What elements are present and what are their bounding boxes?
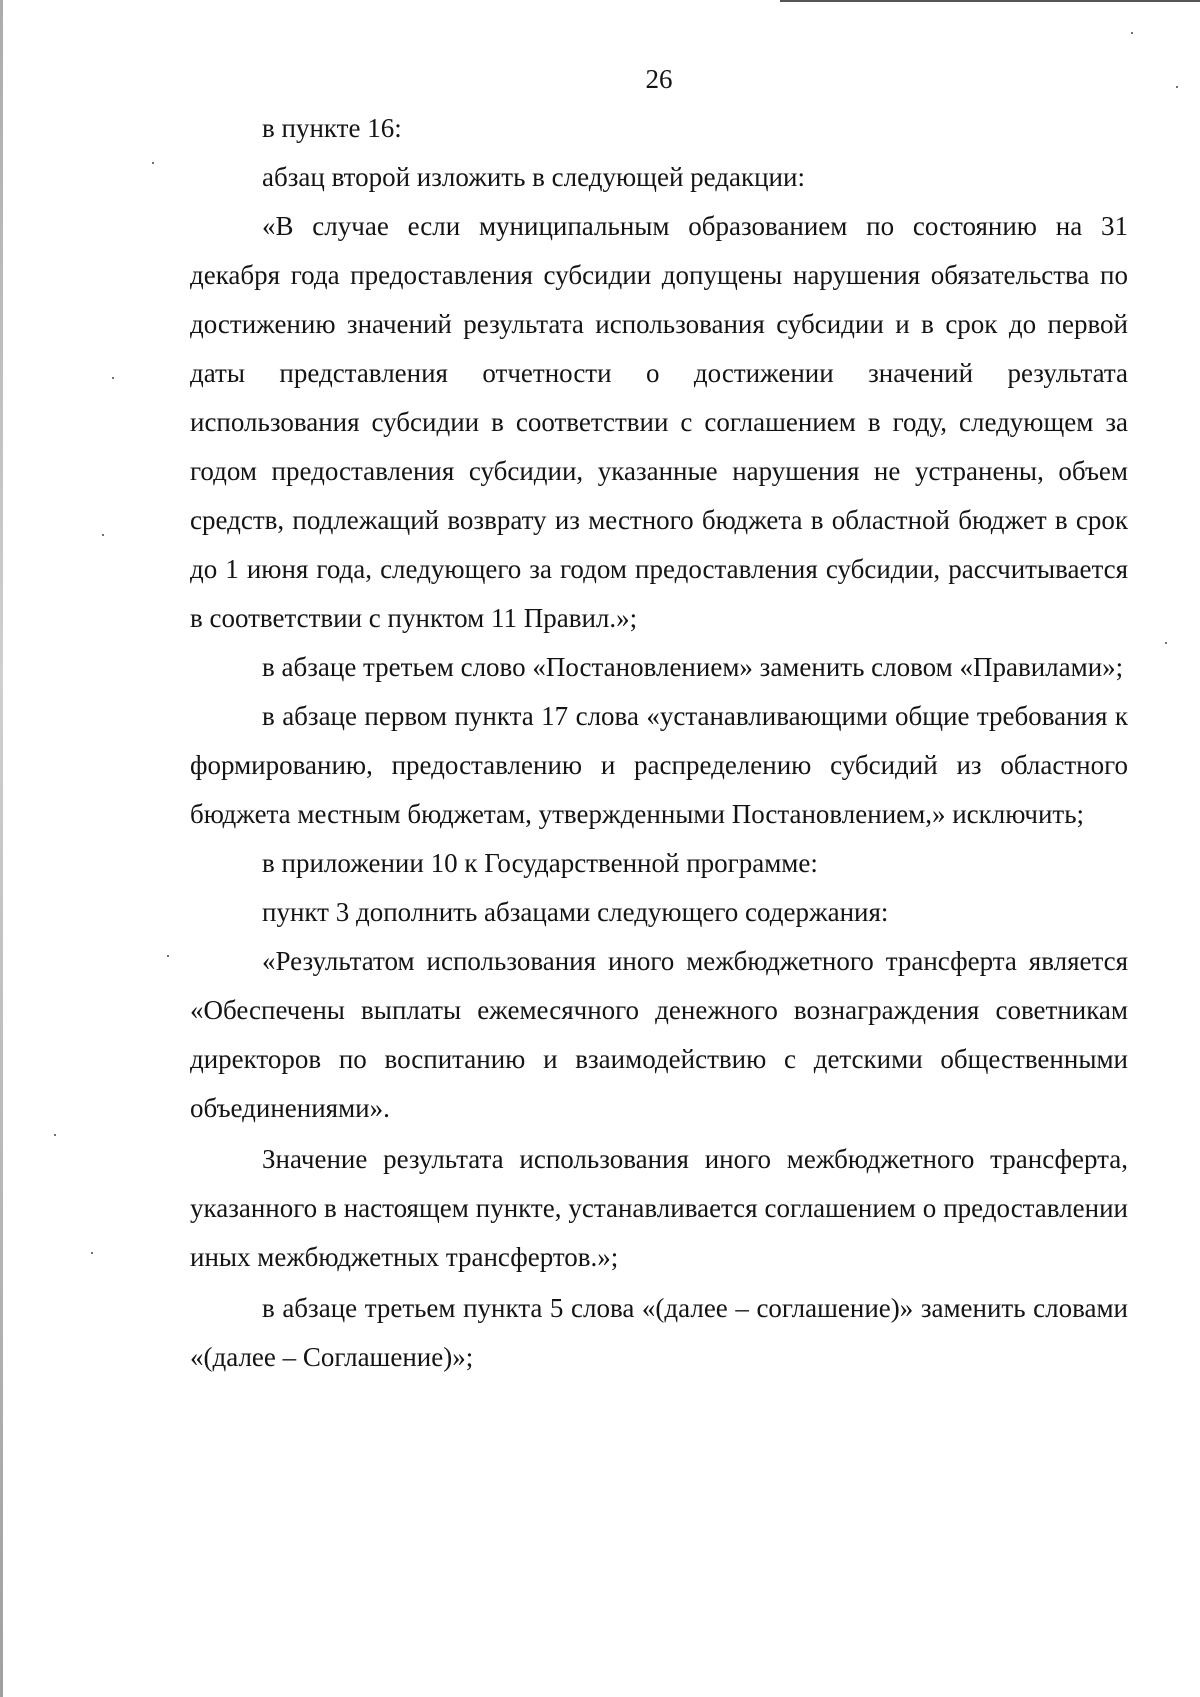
paragraph: абзац второй изложить в следующей редакции:: [262, 162, 805, 192]
scan-speck: [1131, 32, 1133, 34]
paragraph: «Результатом использования иного межбюджетного трансферта является «Обеспечены выплаты ежемесячного денежного вознаграждения советникам директоров по воспитанию и взаимодействию с детскими общественными объединениями».: [190, 946, 1128, 1123]
scan-speck: [1165, 642, 1167, 644]
paragraph: в абзаце третьем пункта 5 слова «(далее – соглашение)» заменить словами «(далее – Соглашение)»;: [190, 1293, 1128, 1372]
scan-speck: [167, 955, 169, 957]
paragraph: пункт 3 дополнить абзацами следующего содержания:: [262, 897, 889, 927]
paragraph: в пункте 16:: [262, 113, 402, 143]
scan-edge-left: [0, 0, 3, 1697]
scan-speck: [91, 1252, 93, 1254]
scan-speck: [112, 377, 114, 379]
scan-edge-top: [780, 0, 1200, 2]
paragraph: в приложении 10 к Государственной программе:: [262, 848, 818, 878]
document-body: [190, 104, 1128, 1382]
scan-speck: [54, 1134, 56, 1136]
paragraph: Значение результата использования иного межбюджетного трансферта, указанного в настоящем пункте, устанавливается соглашением о предоставлении иных межбюджетных трансфертов.»;: [190, 1144, 1128, 1272]
scan-speck: [152, 162, 154, 164]
paragraph: в абзаце первом пункта 17 слова «устанавливающими общие требования к формированию, предоставлению и распределению субсидий из областного бюджета местным бюджетам, утвержденными Постановлением,» исключить;: [190, 701, 1128, 829]
page-number: 26: [645, 64, 673, 94]
paragraph: «В случае если муниципальным образованием по состоянию на 31 декабря года предоставления субсидии допущены нарушения обязательства по достижению значений результата использования субсидии и в срок до первой даты представления отчетности о достижении значений результата использования субсидии в соответствии с соглашением в году, следующем за годом предоставления субсидии, указанные нарушения не устранены, объем средств, подлежащий возврату из местного бюджета в областной бюджет в срок до 1 июня года, следующего за годом предоставления субсидии, рассчитывается в соответствии с пунктом 11 Правил.»;: [190, 211, 1128, 633]
paragraph: в абзаце третьем слово «Постановлением» заменить словом «Правилами»;: [262, 652, 1124, 682]
scan-speck: [102, 534, 104, 536]
